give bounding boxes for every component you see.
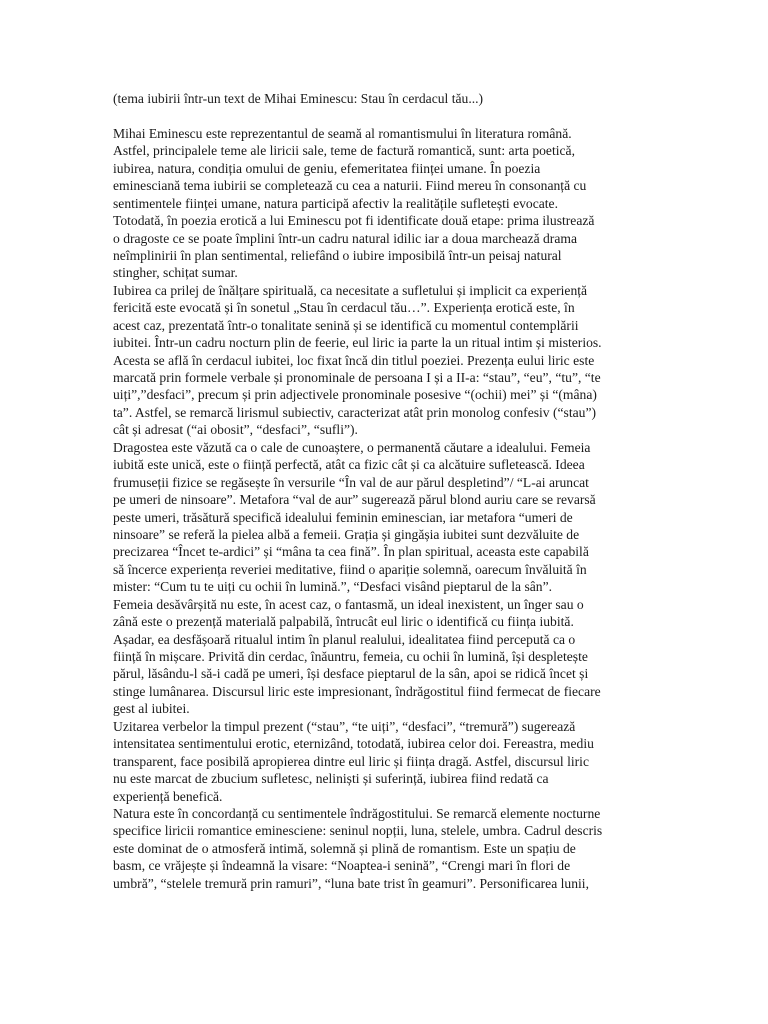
text-line: iubitei. Într-un cadru nocturn plin de feerie, eul liric ia parte la un ritual intim și misterios. — [113, 335, 602, 351]
text-line: mister: “Cum tu te uiți cu ochii în lumină.”, “Desfaci visând pieptarul de la sân”. — [113, 579, 553, 595]
text-line: Acesta se află în cerdacul iubitei, loc fixat încă din titlul poeziei. Prezența eului liric este — [113, 352, 595, 368]
text-line: iubirea, natura, condiția omului de geniu, efemeritatea ființei umane. În poezia — [113, 160, 541, 176]
text-line: fericită este evocată și în sonetul „Stau în cerdacul tău…”. Experiența erotică este, în — [113, 300, 575, 316]
text-line: gest al iubitei. — [113, 701, 190, 717]
text-line: ta”. Astfel, se remarcă lirismul subiectiv, caracterizat atât prin monolog confesiv (“stau”) — [113, 404, 597, 420]
text-line: Astfel, principalele teme ale liricii sale, teme de factură romantică, sunt: arta poetică, — [113, 143, 575, 159]
text-line: Uzitarea verbelor la timpul prezent (“stau”, “te uiți”, “desfaci”, “tremură”) sugerează — [113, 718, 576, 734]
paragraph-gap — [113, 107, 658, 124]
text-line: Totodată, în poezia erotică a lui Eminescu pot fi identificate două etape: prima ilustrează — [113, 213, 595, 229]
essay-text — [113, 125, 658, 892]
text-line: pe umeri de ninsoare”. Metafora “val de aur” sugerează părul blond auriu care se revarsă — [113, 492, 596, 508]
text-line: experiență benefică. — [113, 788, 223, 804]
text-line: stinge lumânarea. Discursul liric este impresionant, îndrăgostitul fiind fermecat de fiecare — [113, 683, 601, 699]
text-line: ninsoare” se referă la pielea albă a femeii. Grația și gingășia iubitei sunt dezvăluite de — [113, 526, 580, 542]
text-line: frumuseții fizice se regăsește în versurile “În val de aur părul despletind”/ “L-ai aruncat — [113, 474, 589, 490]
text-line: iubită este unică, este o ființă perfectă, atât ca fizic cât și ca alcătuire sufletească. Ideea — [113, 457, 585, 473]
text-line: ființă în mișcare. Privită din cerdac, înăuntru, femeia, cu ochii în lumină, își despletește — [113, 649, 588, 664]
text-line: Dragostea este văzută ca o cale de cunoaștere, o permanentă căutare a idealului. Femeia — [113, 439, 591, 455]
text-line: precizarea “Încet te-ardici” și “mâna ta cea fină”. În plan spiritual, aceasta este capabilă — [113, 544, 589, 560]
text-line: nu este marcat de zbucium sufletesc, neliniști și suferință, iubirea fiind redată ca — [113, 771, 549, 787]
text-line: intensitatea sentimentului erotic, eternizând, totodată, iubirea celor doi. Fereastra, mediu — [113, 736, 594, 752]
document-body — [113, 90, 658, 892]
text-line: Așadar, ea desfășoară ritualul intim în planul realului, idealitatea fiind percepută ca o — [113, 631, 576, 647]
text-line: Mihai Eminescu este reprezentantul de seamă al romantismului în literatura română. — [113, 125, 572, 141]
text-line: Femeia desăvârșită nu este, în acest caz, o fantasmă, un ideal inexistent, un înger sau o — [113, 596, 584, 612]
text-line: neîmplinirii în plan sentimental, reliefând o iubire imposibilă într-un peisaj natural — [113, 247, 562, 263]
text-line: peste umeri, trăsătură specifică idealului feminin eminescian, iar metafora “umeri de — [113, 509, 573, 525]
text-line: sentimentele ființei umane, natura participă afectiv la realitățile sufletești evocate. — [113, 195, 558, 211]
text-line: Natura este în concordanță cu sentimentele îndrăgostitului. Se remarcă elemente nocturne — [113, 805, 601, 821]
text-line: stingher, schițat sumar. — [113, 265, 238, 281]
text-line: uiți”,”desfaci”, precum și prin adjectivele pronominale posesive “(ochii) mei” și “(mâna) — [113, 387, 597, 403]
text-line: basm, ce vrăjește și îndeamnă la visare: “Noaptea-i senină”, “Crengi mari în flori de — [113, 858, 571, 874]
text-line: marcată prin formele verbale și pronominale de persoana I și a II-a: “stau”, “eu”, “tu”, “te — [113, 370, 601, 385]
text-line: părul, lăsându-l să-i cadă pe umeri, își desface pieptarul de la sân, apoi se ridică încet și — [113, 666, 589, 682]
text-line: transparent, face posibilă apropierea dintre eul liric și ființa dragă. Astfel, discursul liric — [113, 753, 589, 769]
text-line: o dragoste ce se poate împlini într-un cadru natural idilic iar a doua marchează drama — [113, 230, 577, 246]
text-line: acest caz, prezentată într-o tonalitate senină și se identifică cu momentul contemplării — [113, 317, 579, 333]
document-subtitle: (tema iubirii într-un text de Mihai Eminescu: Stau în cerdacul tău...) — [113, 91, 484, 106]
text-line: este dominat de o atmosferă intimă, solemnă și plină de romantism. Este un spațiu de — [113, 840, 576, 856]
text-line: specifice liricii romantice eminesciene: seninul nopții, luna, stelele, umbra. Cadrul descris — [113, 823, 603, 839]
text-line: să încerce experiența reveriei meditative, fiind o apariție solemnă, oarecum învăluită în — [113, 561, 587, 577]
text-line: zână este o prezență materială palpabilă, întrucât eul liric o identifică cu ființa iubită. — [113, 614, 574, 630]
text-line: umbră”, “stelele tremură prin ramuri”, “luna bate trist în geamuri”. Personificarea lunii, — [113, 875, 589, 891]
text-line: eminesciană tema iubirii se completează cu cea a naturii. Fiind mereu în consonanță cu — [113, 178, 587, 194]
text-line: cât și adresat (“ai obosit”, “desfaci”, “sufli”). — [113, 422, 358, 438]
text-line: Iubirea ca prilej de înălțare spirituală, ca necesitate a sufletului și implicit ca experiență — [113, 282, 588, 298]
